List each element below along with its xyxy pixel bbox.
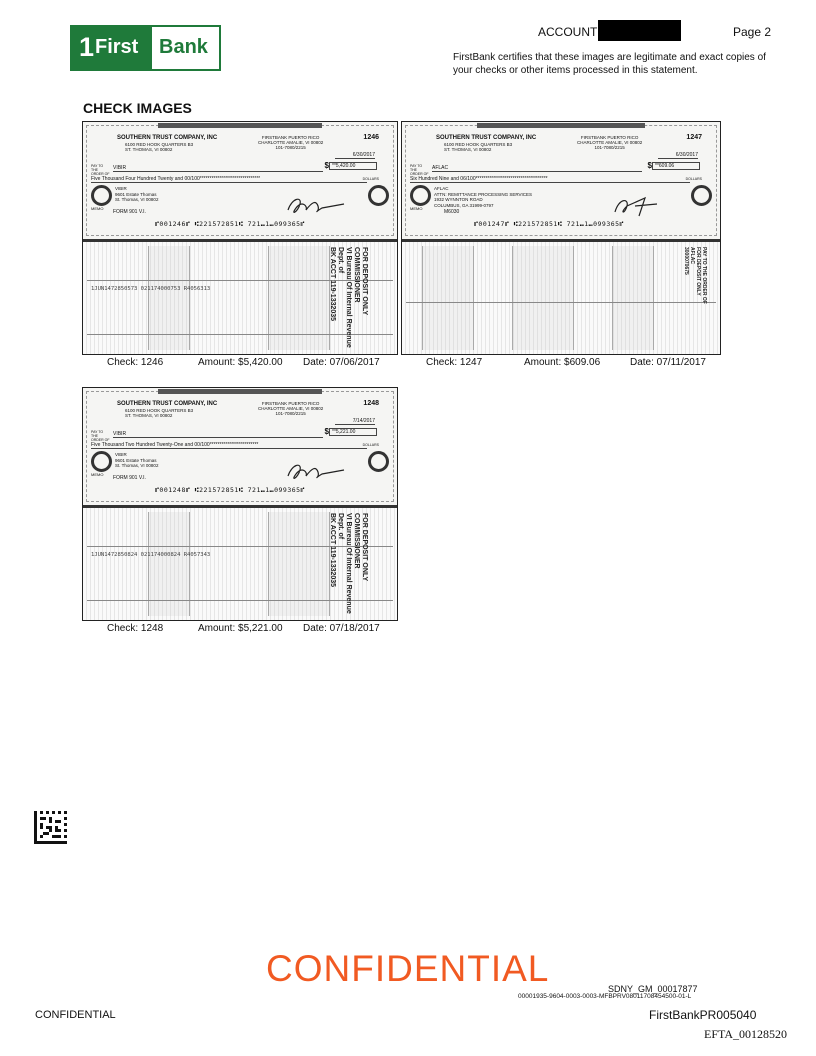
dollars-label: DOLLARS xyxy=(685,177,702,181)
signature-icon xyxy=(282,192,357,220)
check-company: SOUTHERN TRUST COMPANY, INC 6100 RED HOOK QUARTERS B3 ST. THOMAS, VI 00802 xyxy=(436,135,537,152)
check-memo: FORM 901 V.I. xyxy=(113,475,146,481)
pay-to-label: PAY TO THE ORDER OF xyxy=(410,164,429,176)
check-date: 7/14/2017 xyxy=(335,418,375,425)
check-date: 6/30/2017 xyxy=(335,152,375,159)
check-back xyxy=(402,242,720,354)
document-id: 00001935-9604-0003-0003-MFBPRV08011708454500-01-L xyxy=(518,993,692,1000)
dollar-sign: $ xyxy=(647,161,652,170)
check-date: 6/30/2017 xyxy=(658,152,698,159)
dollar-sign: $ xyxy=(324,427,329,436)
check-bank: FIRSTBANK PUERTO RICO CHARLOTTE AMALIE, VI 00802 101-7080/2215 xyxy=(577,135,643,150)
check-circle-mark xyxy=(368,451,389,472)
check-company: SOUTHERN TRUST COMPANY, INC 6100 RED HOOK QUARTERS B3 ST. THOMAS, VI 00802 xyxy=(117,135,218,152)
check-front xyxy=(83,388,397,508)
check-back xyxy=(83,508,397,620)
confidential-watermark: CONFIDENTIAL xyxy=(266,948,550,989)
dollars-label: DOLLARS xyxy=(362,443,379,447)
endorsement-stamp: FOR DEPOSIT ONLY COMMISSIONER VI Bureau Of Internal Revenue Dept. of BK ACCT 119-1332035 xyxy=(329,513,368,614)
caption-check-number: Check: 1247 xyxy=(426,357,483,368)
check-image-1248 xyxy=(82,387,398,621)
back-scan-line: 1JUN1472850824 021174000824 R4057343 xyxy=(91,552,211,558)
check-memo: M6030 xyxy=(444,209,460,215)
check-number: 1246 xyxy=(363,134,379,141)
section-title: CHECK IMAGES xyxy=(83,100,192,116)
pay-to-label: PAY TO THE ORDER OF xyxy=(91,164,110,176)
firstbank-logo xyxy=(70,25,221,71)
logo-first-text: First xyxy=(95,36,139,58)
redaction-box xyxy=(598,20,681,41)
certification-text: FirstBank certifies that these images are legitimate and exact copies of your checks or other items processed in this statement. xyxy=(453,52,766,76)
check-address: AFLAC ATTN: REMITTANCE PROCESSING SERVICES 1932 WYNNTON ROAD COLUMBUS, GA 31999-0797 xyxy=(434,186,533,208)
signature-icon xyxy=(605,192,680,220)
security-strip xyxy=(158,389,322,394)
check-address: VIBIR 9601 Estate Thomas St. Thomas, VI 00802 xyxy=(115,452,159,468)
security-strip xyxy=(158,123,322,128)
endorsement-stamp: PAY TO THE ORDER OF FOR DEPOSIT ONLY AFLAC 3000070675 xyxy=(683,247,707,304)
caption-check-number: Check: 1248 xyxy=(107,623,164,634)
caption-date: Date: 07/06/2017 xyxy=(303,357,380,368)
memo-label: MEMO xyxy=(91,472,104,477)
confidential-label: CONFIDENTIAL xyxy=(35,1009,116,1021)
check-amount-box: **5,420.00 xyxy=(329,162,377,170)
micr-line: ⑈001248⑈ ⑆221572851⑆ 721⑉1⑉099365⑈ xyxy=(155,486,305,494)
micr-line: ⑈001247⑈ ⑆221572851⑆ 721⑉1⑉099365⑈ xyxy=(474,220,624,228)
check-circle-mark xyxy=(91,451,112,472)
check-front xyxy=(83,122,397,242)
signature-icon xyxy=(282,458,357,486)
check-memo: FORM 901 V.I. xyxy=(113,209,146,215)
check-image-1246 xyxy=(82,121,398,355)
check-address: VIBIR 9601 Estate Thomas St. Thomas, VI 00802 xyxy=(115,186,159,202)
check-back xyxy=(83,242,397,354)
check-payee: VIBIR xyxy=(113,431,323,438)
check-circle-mark xyxy=(691,185,712,206)
caption-date: Date: 07/18/2017 xyxy=(303,623,380,634)
check-bank: FIRSTBANK PUERTO RICO CHARLOTTE AMALIE, VI 00802 101-7080/2215 xyxy=(258,401,324,416)
check-amount-box: **5,221.00 xyxy=(329,428,377,436)
caption-date: Date: 07/11/2017 xyxy=(630,357,706,368)
barcode-icon xyxy=(34,811,67,844)
memo-label: MEMO xyxy=(410,206,423,211)
dollars-label: DOLLARS xyxy=(362,177,379,181)
check-bank: FIRSTBANK PUERTO RICO CHARLOTTE AMALIE, VI 00802 101-7080/2215 xyxy=(258,135,324,150)
check-circle-mark xyxy=(368,185,389,206)
pay-to-label: PAY TO THE ORDER OF xyxy=(91,430,110,442)
dollar-sign: $ xyxy=(324,161,329,170)
check-payee: VIBIR xyxy=(113,165,323,172)
check-amount-words: Five Thousand Two Hundred Twenty-One and 00/100************************* xyxy=(91,442,367,449)
logo-numeral: 1 xyxy=(79,32,93,62)
check-image-1247 xyxy=(401,121,721,355)
firstbank-bates-number: FirstBankPR005040 xyxy=(649,1008,757,1022)
account-label: ACCOUNT xyxy=(538,25,598,39)
caption-amount: Amount: $609.06 xyxy=(524,357,601,368)
check-payee: AFLAC xyxy=(432,165,642,172)
caption-amount: Amount: $5,221.00 xyxy=(198,623,283,634)
check-company: SOUTHERN TRUST COMPANY, INC 6100 RED HOOK QUARTERS B3 ST. THOMAS, VI 00802 xyxy=(117,401,218,418)
back-scan-line: 1JUN1472850573 021174000753 R4056313 xyxy=(91,286,211,292)
check-number: 1247 xyxy=(686,134,702,141)
check-number: 1248 xyxy=(363,400,379,407)
endorsement-stamp: FOR DEPOSIT ONLY COMMISSIONER VI Bureau Of Internal Revenue Dept. of BK ACCT 119-1332035 xyxy=(329,247,368,348)
sdny-bates-number: SDNY_GM_00017877 xyxy=(608,984,698,994)
caption-amount: Amount: $5,420.00 xyxy=(198,357,283,368)
caption-check-number: Check: 1246 xyxy=(107,357,164,368)
logo-bank-text: Bank xyxy=(159,36,208,58)
memo-label: MEMO xyxy=(91,206,104,211)
check-front xyxy=(402,122,720,242)
check-circle-mark xyxy=(410,185,431,206)
check-amount-words: Six Hundred Nine and 06/100************************************* xyxy=(410,176,690,183)
micr-line: ⑈001246⑈ ⑆221572851⑆ 721⑉1⑉099365⑈ xyxy=(155,220,305,228)
efta-number: EFTA_00128520 xyxy=(704,1027,788,1041)
check-amount-words: Five Thousand Four Hundred Twenty and 00/100******************************* xyxy=(91,176,367,183)
check-amount-box: **609.06 xyxy=(652,162,700,170)
check-circle-mark xyxy=(91,185,112,206)
page-number: Page 2 xyxy=(733,25,772,39)
security-strip xyxy=(477,123,645,128)
